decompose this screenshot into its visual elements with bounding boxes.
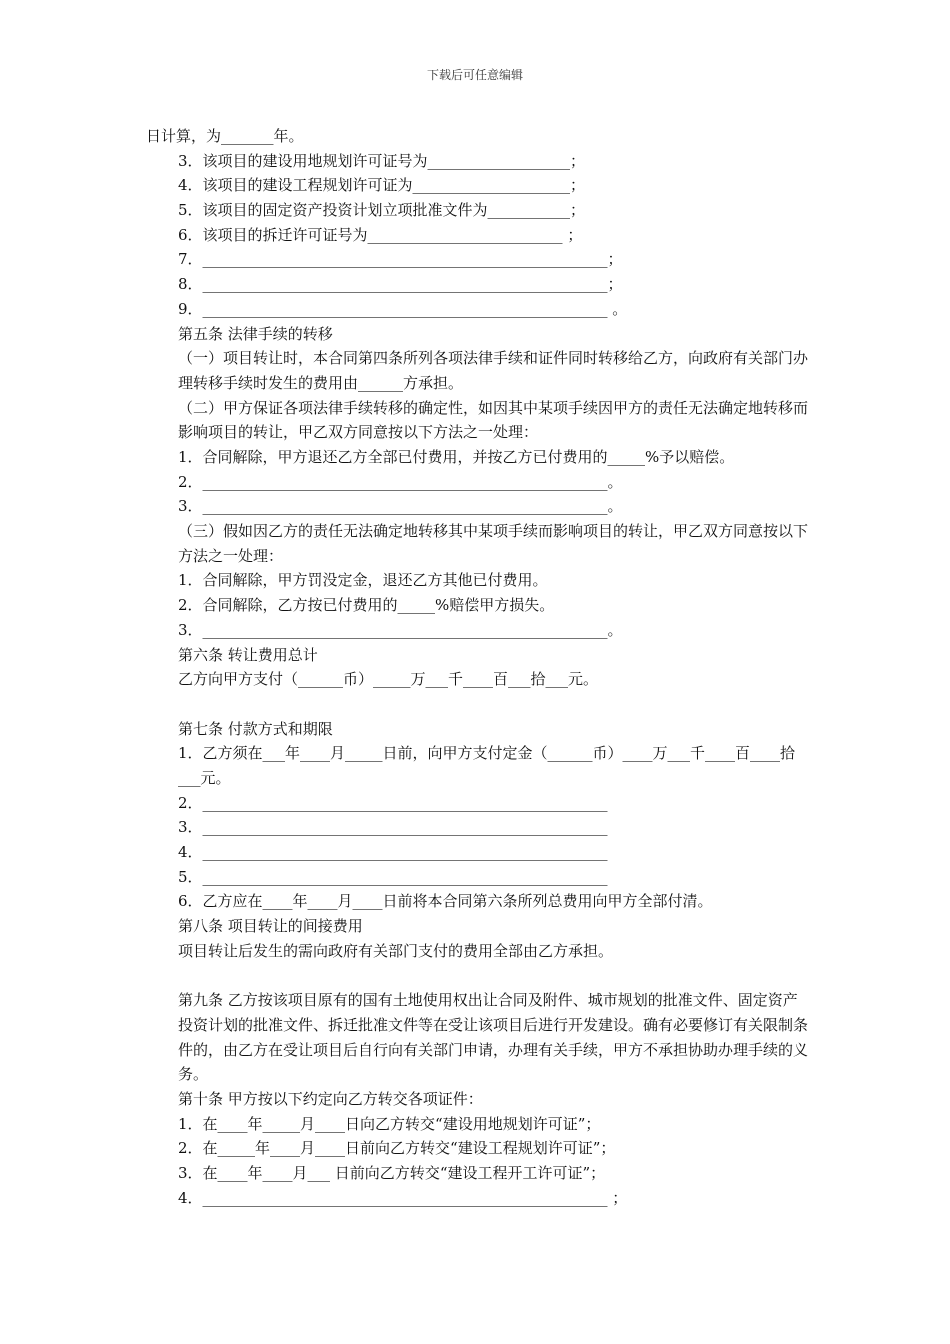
text-line: 项目转让后发生的需向政府有关部门支付的费用全部由乙方承担。 [178,941,614,960]
text-line: 5．该项目的固定资产投资计划立项批准文件为___________； [178,201,586,220]
text-line: 3．该项目的建设用地规划许可证号为___________________； [178,151,586,170]
text-line: 第七条 付款方式和期限 [178,719,333,738]
page-header: 下载后可任意编辑 [426,68,523,82]
text-line: 9．______________________________________________________ 。 [178,299,628,318]
text-line: 3．______________________________________________________。 [178,497,623,516]
text-line: 第九条 乙方按该项目原有的国有土地使用权出让合同及附件、城市规划的批准文件、固定资产投资计划的批准文件、拆迁批准文件等在受让该项目后进行开发建设。确有必要修订有关限制条件的，由乙方在受让项目后自行向有关部门申请，办理有关手续，甲方不承担协助办理手续的义务。 [178,991,809,1084]
text-line: 第十条 甲方按以下约定向乙方转交各项证件： [178,1090,483,1108]
text-line: （一）项目转让时，本合同第四条所列各项法律手续和证件同时转移给乙方，向政府有关部门办理转移手续时发生的费用由______方承担。 [178,349,809,392]
text-line: （三）假如因乙方的责任无法确定地转移其中某项手续而影响项目的转让，甲乙双方同意按以下方法之一处理： [178,522,809,565]
text-line: 第八条 项目转让的间接费用 [178,917,363,936]
text-line: 2．______________________________________________________。 [178,472,623,491]
text-line: 3．______________________________________________________ [178,818,608,837]
text-line: 1．合同解除，甲方罚没定金，退还乙方其他已付费用。 [178,571,548,590]
text-line: 6．该项目的拆迁许可证号为__________________________ ； [178,225,583,244]
text-line: 第五条 法律手续的转移 [178,324,333,343]
text-line: 1．合同解除，甲方退还乙方全部已付费用，并按乙方已付费用的_____%予以赔偿。 [178,448,735,466]
text-line: 第六条 转让费用总计 [178,645,318,664]
text-line: 4．______________________________________________________ ； [178,1188,628,1207]
text-line: 7．______________________________________________________； [178,250,623,269]
blank-line [146,692,812,717]
text-line: 4．该项目的建设工程规划许可证为_____________________； [178,176,586,195]
text-line: （二）甲方保证各项法律手续转移的确定性，如因其中某项手续因甲方的责任无法确定地转移而影响项目的转让，甲乙双方同意按以下方法之一处理： [178,398,809,442]
text-line: 5．______________________________________________________ [178,867,608,886]
text-line: 3．在____年____月___ 日前向乙方转交“建设工程开工许可证”； [178,1164,606,1183]
text-line: 乙方向甲方支付（______币）_____万___千____百___拾___元。 [178,670,599,689]
text-line: 日计算，为_______年。 [146,127,304,145]
document-body [146,124,812,1210]
text-line: 2．在_____年____月____日前向乙方转交“建设工程规划许可证”； [178,1139,616,1158]
blank-line [146,964,812,989]
text-line: 3．______________________________________________________。 [178,620,623,639]
text-line: 8．______________________________________________________； [178,275,623,294]
text-line: 1．乙方须在___年____月_____日前，向甲方支付定金（______币）____万___千____百____拾___元。 [178,744,796,787]
text-line: 6．乙方应在____年____月____日前将本合同第六条所列总费用向甲方全部付清。 [178,892,713,911]
text-line: 2．合同解除，乙方按已付费用的_____%赔偿甲方损失。 [178,596,555,615]
text-line: 1．在____年_____月____日向乙方转交“建设用地规划许可证”； [178,1114,601,1133]
text-line: 2．______________________________________________________ [178,793,608,812]
text-line: 4．______________________________________________________ [178,843,608,862]
